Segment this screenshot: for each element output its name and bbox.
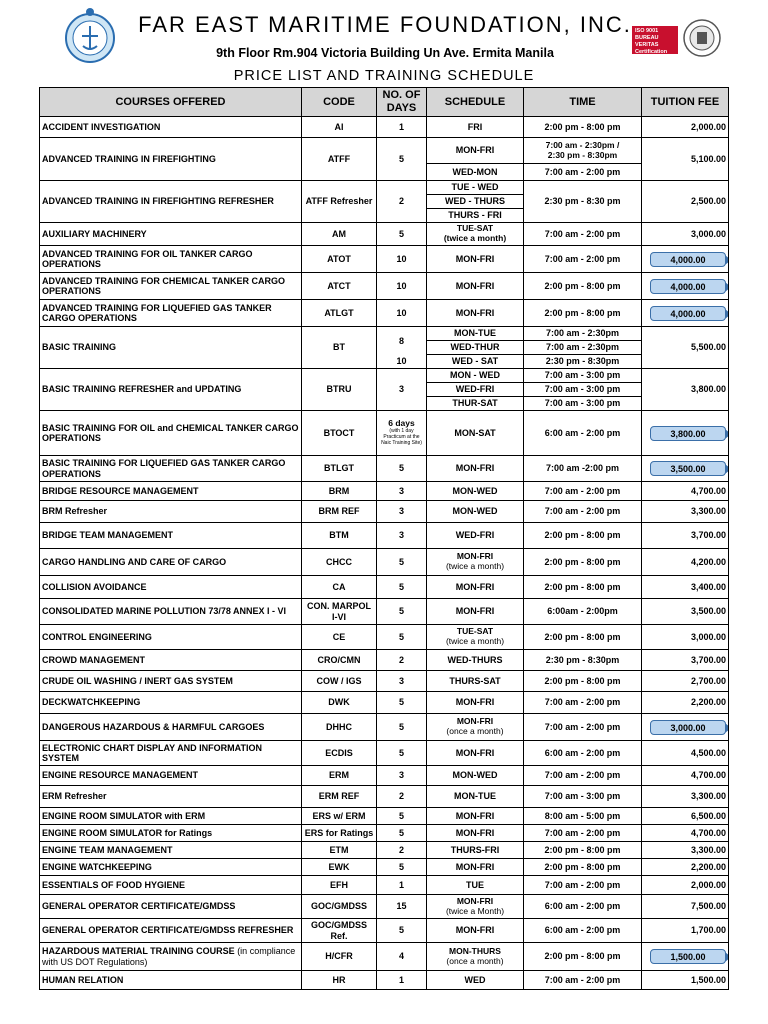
course-schedule: MON-FRI [427, 808, 524, 825]
table-row [40, 825, 729, 842]
course-schedule: MON-WED [427, 482, 524, 501]
course-fee [642, 300, 729, 327]
course-code: CRO/CMN [302, 650, 377, 671]
course-fee: 3,300.00 [642, 501, 729, 523]
table-row [40, 549, 729, 576]
course-days: 5 [377, 223, 427, 246]
course-days: 10 [377, 355, 427, 369]
col-header-days: NO. OF DAYS [377, 88, 427, 117]
table-row [40, 246, 729, 273]
course-schedule: MON-FRI [427, 599, 524, 625]
org-name: FAR EAST MARITIME FOUNDATION, INC. [138, 12, 632, 37]
highlighted-fee-tag: 4,000.00 [650, 279, 726, 294]
schedule-note: (twice a month) [443, 233, 507, 243]
course-schedule: WED-FRI [427, 383, 524, 397]
course-name: CONTROL ENGINEERING [40, 625, 302, 650]
table-row [40, 599, 729, 625]
course-days: 5 [377, 741, 427, 766]
table-row [40, 808, 729, 825]
course-days: 1 [377, 117, 427, 138]
table-row [40, 671, 729, 692]
course-name: ADVANCED TRAINING IN FIREFIGHTING REFRESHER [40, 181, 302, 223]
course-schedule: WED [427, 971, 524, 990]
course-fee: 3,700.00 [642, 523, 729, 549]
course-name: GENERAL OPERATOR CERTIFICATE/GMDSS [40, 895, 302, 919]
course-days: 1 [377, 971, 427, 990]
course-code: H/CFR [302, 943, 377, 971]
table-row [40, 714, 729, 741]
table-header-row [40, 88, 729, 117]
course-code: BRM REF [302, 501, 377, 523]
course-days: 2 [377, 650, 427, 671]
certification-logos [632, 18, 724, 60]
schedule-note: (twice a month) [445, 561, 505, 571]
course-schedule [427, 943, 524, 971]
course-time: 2:00 pm - 8:00 pm [524, 117, 642, 138]
course-code: ATFF [302, 138, 377, 181]
course-time: 7:00 am -2:00 pm [524, 456, 642, 482]
course-name: BASIC TRAINING [40, 327, 302, 369]
course-days: 3 [377, 482, 427, 501]
course-fee: 2,700.00 [642, 671, 729, 692]
course-schedule: MON-WED [427, 501, 524, 523]
table-row [40, 842, 729, 859]
course-time: 2:30 pm - 8:30pm [524, 650, 642, 671]
course-days: 15 [377, 895, 427, 919]
course-time: 7:00 am - 2:00 pm [524, 246, 642, 273]
course-time: 7:00 am - 2:00 pm [524, 482, 642, 501]
course-days: 5 [377, 138, 427, 181]
course-schedule: WED-FRI [427, 523, 524, 549]
course-fee: 5,100.00 [642, 138, 729, 181]
course-fee: 4,700.00 [642, 825, 729, 842]
course-name: BASIC TRAINING FOR OIL and CHEMICAL TANKER CARGO OPERATIONS [40, 411, 302, 456]
course-days: 5 [377, 692, 427, 714]
course-fee [642, 411, 729, 456]
course-days: 10 [377, 273, 427, 300]
course-time: 2:00 pm - 8:00 pm [524, 523, 642, 549]
course-schedule [427, 549, 524, 576]
course-schedule: MON-FRI [427, 692, 524, 714]
table-row [40, 482, 729, 501]
course-fee: 1,500.00 [642, 971, 729, 990]
course-time: 7:00 am - 3:00 pm [524, 786, 642, 808]
document-header [0, 0, 768, 68]
course-code: EWK [302, 859, 377, 876]
course-name: COLLISION AVOIDANCE [40, 576, 302, 599]
course-schedule: MON - WED [427, 369, 524, 383]
table-row [40, 501, 729, 523]
course-days: 5 [377, 808, 427, 825]
table-row [40, 692, 729, 714]
course-name: CARGO HANDLING AND CARE OF CARGO [40, 549, 302, 576]
course-time: 2:00 pm - 8:00 pm [524, 842, 642, 859]
col-header-code: CODE [302, 88, 377, 117]
course-fee: 3,800.00 [642, 369, 729, 411]
course-fee: 2,000.00 [642, 876, 729, 895]
course-days: 5 [377, 859, 427, 876]
table-row [40, 650, 729, 671]
course-schedule: MON-FRI [427, 273, 524, 300]
course-days: 5 [377, 714, 427, 741]
table-row [40, 411, 729, 456]
course-code: BRM [302, 482, 377, 501]
table-row [40, 786, 729, 808]
course-fee: 3,700.00 [642, 650, 729, 671]
course-fee: 1,700.00 [642, 919, 729, 943]
org-address: 9th Floor Rm.904 Victoria Building Un Ave. Ermita Manila [216, 46, 554, 60]
course-code: ATCT [302, 273, 377, 300]
col-header-fee: TUITION FEE [642, 88, 729, 117]
course-name: HUMAN RELATION [40, 971, 302, 990]
course-time: 7:00 am - 2:00 pm [524, 766, 642, 786]
course-fee [642, 714, 729, 741]
course-fee: 5,500.00 [642, 327, 729, 369]
course-code: HR [302, 971, 377, 990]
schedule-note: (twice a month) [445, 636, 505, 646]
schedule-days: TUE-SAT [456, 626, 494, 637]
course-time: 2:00 pm - 8:00 pm [524, 576, 642, 599]
course-name: CONSOLIDATED MARINE POLLUTION 73/78 ANNEX I - VI [40, 599, 302, 625]
course-days: 4 [377, 943, 427, 971]
course-code: COW / IGS [302, 671, 377, 692]
price-list-table [39, 87, 729, 990]
course-schedule: THURS - FRI [427, 209, 524, 223]
course-days: 10 [377, 300, 427, 327]
course-name: ADVANCED TRAINING IN FIREFIGHTING [40, 138, 302, 181]
table-row [40, 576, 729, 599]
course-name: BASIC TRAINING FOR LIQUEFIED GAS TANKER CARGO OPERATIONS [40, 456, 302, 482]
course-fee: 4,700.00 [642, 482, 729, 501]
table-row [40, 766, 729, 786]
table-row [40, 895, 729, 919]
course-fee: 2,200.00 [642, 859, 729, 876]
course-code: CHCC [302, 549, 377, 576]
col-header-time: TIME [524, 88, 642, 117]
course-schedule: MON-TUE [427, 786, 524, 808]
course-schedule: MON-FRI [427, 825, 524, 842]
course-time: 7:00 am - 2:00 pm [524, 825, 642, 842]
course-schedule [427, 895, 524, 919]
table-row [40, 859, 729, 876]
course-code: ERS for Ratings [302, 825, 377, 842]
course-code: ERS w/ ERM [302, 808, 377, 825]
course-name: ESSENTIALS OF FOOD HYGIENE [40, 876, 302, 895]
course-name: ENGINE ROOM SIMULATOR with ERM [40, 808, 302, 825]
course-fee: 6,500.00 [642, 808, 729, 825]
col-header-schedule: SCHEDULE [427, 88, 524, 117]
course-code: ERM REF [302, 786, 377, 808]
course-schedule: MON-FRI [427, 859, 524, 876]
course-fee: 4,200.00 [642, 549, 729, 576]
course-time: 7:00 am - 2:00 pm [524, 714, 642, 741]
course-time: 6:00am - 2:00pm [524, 599, 642, 625]
course-days: 2 [377, 842, 427, 859]
course-schedule [427, 223, 524, 246]
course-fee: 7,500.00 [642, 895, 729, 919]
course-days: 5 [377, 549, 427, 576]
course-schedule: WED-THUR [427, 341, 524, 355]
course-name: GENERAL OPERATOR CERTIFICATE/GMDSS REFRESHER [40, 919, 302, 943]
course-days: 2 [377, 181, 427, 223]
course-schedule: THUR-SAT [427, 397, 524, 411]
course-code: ETM [302, 842, 377, 859]
course-name: CROWD MANAGEMENT [40, 650, 302, 671]
course-time: 2:00 pm - 8:00 pm [524, 625, 642, 650]
course-fee [642, 456, 729, 482]
course-code: GOC/GMDSS [302, 895, 377, 919]
course-code: BTRU [302, 369, 377, 411]
course-days: 2 [377, 786, 427, 808]
course-schedule [427, 625, 524, 650]
course-time: 2:00 pm - 8:00 pm [524, 859, 642, 876]
course-time: 2:30 pm - 8:30pm [524, 355, 642, 369]
course-schedule: MON-SAT [427, 411, 524, 456]
course-schedule: WED-THURS [427, 650, 524, 671]
highlighted-fee-tag: 3,500.00 [650, 461, 726, 476]
highlighted-fee-tag: 3,000.00 [650, 720, 726, 735]
course-name: ENGINE TEAM MANAGEMENT [40, 842, 302, 859]
course-name: ADVANCED TRAINING FOR CHEMICAL TANKER CARGO OPERATIONS [40, 273, 302, 300]
course-name: BRIDGE TEAM MANAGEMENT [40, 523, 302, 549]
schedule-days: MON-THURS [449, 945, 501, 956]
iso-badge: ISO 9001 BUREAU VERITAS Certification [632, 26, 678, 54]
course-name: DANGEROUS HAZARDOUS & HARMFUL CARGOES [40, 714, 302, 741]
course-time: 7:00 am - 2:30pm [524, 341, 642, 355]
course-schedule: MON-FRI [427, 741, 524, 766]
course-note: (in compliance with US DOT Regulations) [42, 946, 296, 967]
course-days: 5 [377, 576, 427, 599]
course-schedule: THURS-FRI [427, 842, 524, 859]
course-days [377, 411, 427, 456]
schedule-days: MON-FRI [456, 895, 494, 906]
course-schedule: WED - THURS [427, 195, 524, 209]
course-time: 7:00 am - 2:30pm [524, 327, 642, 341]
course-fee: 3,000.00 [642, 625, 729, 650]
course-time: 2:00 pm - 8:00 pm [524, 273, 642, 300]
course-name: ACCIDENT INVESTIGATION [40, 117, 302, 138]
course-schedule: MON-FRI [427, 456, 524, 482]
col-header-course: COURSES OFFERED [40, 88, 302, 117]
course-name: BASIC TRAINING REFRESHER and UPDATING [40, 369, 302, 411]
course-name [40, 943, 302, 971]
course-days: 3 [377, 369, 427, 411]
course-time: 7:00 am - 3:00 pm [524, 397, 642, 411]
course-code: DHHC [302, 714, 377, 741]
course-schedule: WED - SAT [427, 355, 524, 369]
course-name: AUXILIARY MACHINERY [40, 223, 302, 246]
course-name: ENGINE RESOURCE MANAGEMENT [40, 766, 302, 786]
course-time: 7:00 am - 2:00 pm [524, 501, 642, 523]
course-fee: 4,500.00 [642, 741, 729, 766]
course-name: DECKWATCHKEEPING [40, 692, 302, 714]
course-name: ENGINE ROOM SIMULATOR for Ratings [40, 825, 302, 842]
document-title: PRICE LIST AND TRAINING SCHEDULE [233, 68, 535, 84]
course-fee: 3,300.00 [642, 786, 729, 808]
course-days: 5 [377, 825, 427, 842]
course-days: 3 [377, 766, 427, 786]
course-fee: 3,500.00 [642, 599, 729, 625]
course-code: EFH [302, 876, 377, 895]
course-time: 7:00 am - 2:00 pm [524, 971, 642, 990]
course-days: 3 [377, 671, 427, 692]
course-code: ECDIS [302, 741, 377, 766]
course-code: BTLGT [302, 456, 377, 482]
course-code: AM [302, 223, 377, 246]
course-fee [642, 943, 729, 971]
course-code: AI [302, 117, 377, 138]
schedule-note: (once a month) [446, 955, 504, 966]
course-code: BTM [302, 523, 377, 549]
course-schedule: MON-FRI [427, 576, 524, 599]
days-count: 6 days [388, 418, 415, 429]
course-fee: 4,700.00 [642, 766, 729, 786]
course-time: 6:00 am - 2:00 pm [524, 411, 642, 456]
course-code: ERM [302, 766, 377, 786]
days-note: (with 1 day Practicum at the Naic Training Site) [381, 428, 422, 446]
course-days: 5 [377, 919, 427, 943]
course-days: 10 [377, 246, 427, 273]
highlighted-fee-tag: 4,000.00 [650, 306, 726, 321]
course-days: 8 [377, 327, 427, 355]
course-days: 5 [377, 599, 427, 625]
course-days: 5 [377, 625, 427, 650]
table-row [40, 625, 729, 650]
course-name: BRIDGE RESOURCE MANAGEMENT [40, 482, 302, 501]
course-name: ADVANCED TRAINING FOR LIQUEFIED GAS TANKER CARGO OPERATIONS [40, 300, 302, 327]
course-time: 7:00 am - 2:00 pm [524, 164, 642, 181]
foundation-seal-logo [62, 6, 118, 64]
course-time: 7:00 am - 2:00 pm [524, 223, 642, 246]
course-fee: 2,200.00 [642, 692, 729, 714]
table-row [40, 919, 729, 943]
course-code: GOC/GMDSS Ref. [302, 919, 377, 943]
course-schedule: THURS-SAT [427, 671, 524, 692]
time-line: 7:00 am - 2:30pm / [545, 139, 620, 150]
course-code: CON. MARPOL I-VI [302, 599, 377, 625]
course-time: 2:00 pm - 8:00 pm [524, 671, 642, 692]
course-days: 1 [377, 876, 427, 895]
course-days: 3 [377, 523, 427, 549]
course-schedule: TUE [427, 876, 524, 895]
course-days: 3 [377, 501, 427, 523]
course-code: CA [302, 576, 377, 599]
table-row [40, 138, 729, 164]
course-schedule: MON-FRI [427, 246, 524, 273]
course-schedule [427, 714, 524, 741]
course-code: CE [302, 625, 377, 650]
course-code: DWK [302, 692, 377, 714]
course-time: 6:00 am - 2:00 pm [524, 741, 642, 766]
bureau-veritas-seal-icon [682, 18, 722, 58]
table-row [40, 273, 729, 300]
course-fee [642, 246, 729, 273]
schedule-days: MON-FRI [456, 716, 494, 727]
table-row [40, 369, 729, 383]
course-schedule: FRI [427, 117, 524, 138]
course-time: 7:00 am - 2:00 pm [524, 692, 642, 714]
course-code: ATFF Refresher [302, 181, 377, 223]
course-fee: 3,400.00 [642, 576, 729, 599]
course-title: HAZARDOUS MATERIAL TRAINING COURSE [42, 946, 235, 957]
course-schedule: MON-FRI [427, 919, 524, 943]
schedule-days: TUE-SAT [456, 223, 494, 234]
course-schedule: MON-FRI [427, 138, 524, 164]
course-time: 2:00 pm - 8:00 pm [524, 549, 642, 576]
course-time: 2:00 pm - 8:00 pm [524, 943, 642, 971]
course-code: BTOCT [302, 411, 377, 456]
schedule-note: (twice a Month) [445, 905, 505, 916]
table-row [40, 117, 729, 138]
table-row [40, 523, 729, 549]
course-time: 7:00 am - 2:00 pm [524, 876, 642, 895]
course-fee: 2,000.00 [642, 117, 729, 138]
course-schedule: MON-TUE [427, 327, 524, 341]
course-time: 7:00 am - 3:00 pm [524, 369, 642, 383]
highlighted-fee-tag: 1,500.00 [650, 949, 726, 964]
course-name: CRUDE OIL WASHING / INERT GAS SYSTEM [40, 671, 302, 692]
table-row [40, 741, 729, 766]
course-name: ERM Refresher [40, 786, 302, 808]
course-schedule: TUE - WED [427, 181, 524, 195]
schedule-note: (once a month) [446, 726, 504, 736]
course-name: ENGINE WATCHKEEPING [40, 859, 302, 876]
course-time: 6:00 am - 2:00 pm [524, 895, 642, 919]
table-row [40, 971, 729, 990]
table-row [40, 327, 729, 341]
course-code: ATOT [302, 246, 377, 273]
course-fee: 2,500.00 [642, 181, 729, 223]
table-row [40, 223, 729, 246]
course-time: 8:00 am - 5:00 pm [524, 808, 642, 825]
table-row [40, 300, 729, 327]
course-schedule: MON-WED [427, 766, 524, 786]
course-schedule: WED-MON [427, 164, 524, 181]
course-fee [642, 273, 729, 300]
course-time: 2:00 pm - 8:00 pm [524, 300, 642, 327]
course-code: BT [302, 327, 377, 369]
schedule-days: MON-FRI [456, 551, 494, 562]
course-time: 7:00 am - 3:00 pm [524, 383, 642, 397]
course-time: 2:30 pm - 8:30 pm [524, 181, 642, 223]
course-days: 5 [377, 456, 427, 482]
table-row [40, 943, 729, 971]
course-code: ATLGT [302, 300, 377, 327]
course-fee: 3,000.00 [642, 223, 729, 246]
course-name: ELECTRONIC CHART DISPLAY AND INFORMATION SYSTEM [40, 741, 302, 766]
course-time: 6:00 am - 2:00 pm [524, 919, 642, 943]
table-row [40, 181, 729, 195]
table-row [40, 456, 729, 482]
table-row [40, 876, 729, 895]
course-schedule: MON-FRI [427, 300, 524, 327]
course-name: ADVANCED TRAINING FOR OIL TANKER CARGO OPERATIONS [40, 246, 302, 273]
highlighted-fee-tag: 3,800.00 [650, 426, 726, 441]
course-name: BRM Refresher [40, 501, 302, 523]
time-line: 2:30 pm - 8:30pm [547, 149, 618, 160]
highlighted-fee-tag: 4,000.00 [650, 252, 726, 267]
course-fee: 3,300.00 [642, 842, 729, 859]
course-time [524, 138, 642, 164]
